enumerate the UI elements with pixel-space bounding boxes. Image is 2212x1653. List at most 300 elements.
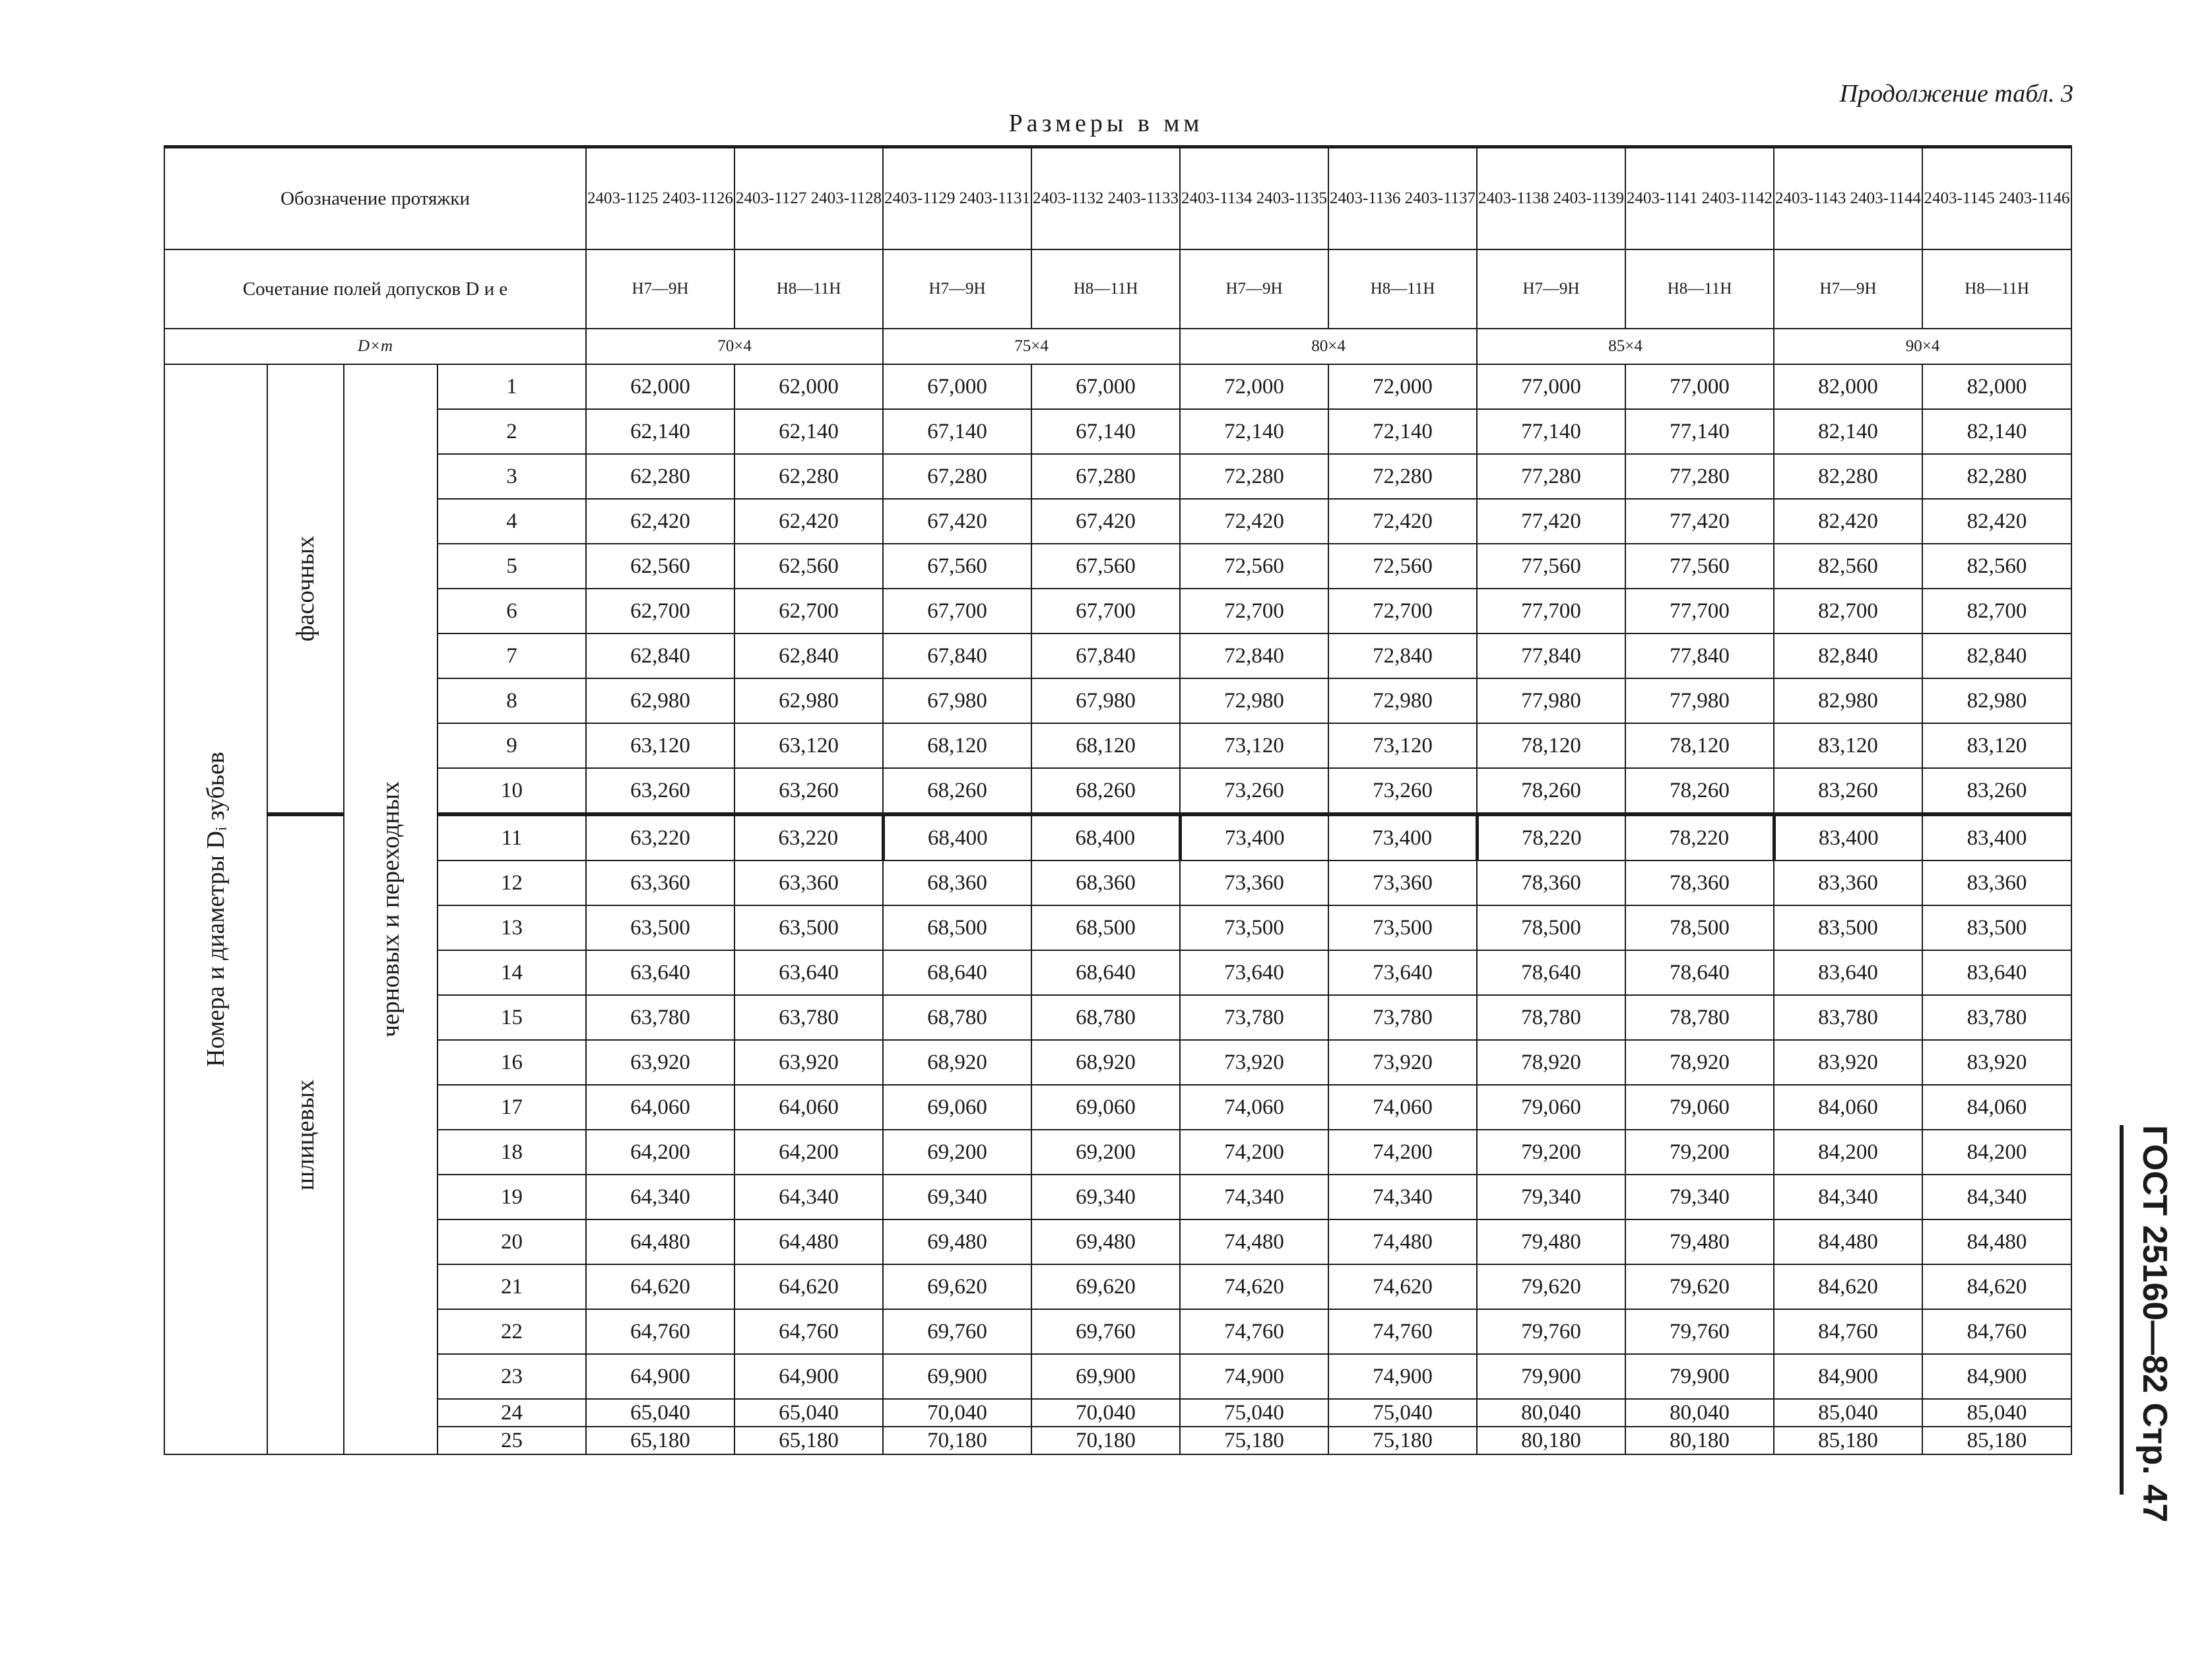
diameter-value: 64,340 <box>586 1175 734 1219</box>
diameter-value: 68,120 <box>1031 723 1180 768</box>
diameter-value: 83,260 <box>1774 768 1922 814</box>
designation-cell: 2403-1136 2403-1137 <box>1328 147 1477 250</box>
diameter-value: 69,060 <box>883 1085 1031 1130</box>
tolerance-row <box>164 249 2071 329</box>
tooth-number: 2 <box>438 409 586 454</box>
diameter-value: 64,620 <box>586 1264 734 1309</box>
diameter-value: 83,120 <box>1922 723 2071 768</box>
table-row <box>164 1130 2071 1175</box>
diameter-value: 62,980 <box>586 678 734 723</box>
diameter-value: 79,760 <box>1477 1309 1625 1354</box>
diameter-value: 65,180 <box>586 1427 734 1454</box>
diameter-value: 62,140 <box>586 409 734 454</box>
table-row <box>164 814 2071 860</box>
diameter-value: 69,480 <box>1031 1219 1180 1264</box>
diameter-value: 79,900 <box>1625 1354 1774 1399</box>
diameter-value: 69,200 <box>1031 1130 1180 1175</box>
diameter-value: 69,760 <box>883 1309 1031 1354</box>
diameter-value: 74,060 <box>1180 1085 1328 1130</box>
diameter-value: 73,640 <box>1328 950 1477 995</box>
diameter-value: 64,480 <box>586 1219 734 1264</box>
diameter-value: 63,780 <box>734 995 883 1040</box>
table-row <box>164 678 2071 723</box>
diameter-value: 82,280 <box>1774 454 1922 499</box>
diameter-value: 79,620 <box>1477 1264 1625 1309</box>
dxm-cell: 70×4 <box>586 329 883 364</box>
diameter-value: 73,120 <box>1180 723 1328 768</box>
table-row <box>164 723 2071 768</box>
diameter-value: 63,920 <box>586 1040 734 1085</box>
diameter-value: 84,620 <box>1922 1264 2071 1309</box>
diameter-value: 65,040 <box>586 1399 734 1427</box>
diameter-value: 78,780 <box>1477 995 1625 1040</box>
diameter-value: 64,620 <box>734 1264 883 1309</box>
tolerance-cell: H8—11H <box>1625 249 1774 329</box>
diameter-value: 68,920 <box>883 1040 1031 1085</box>
tooth-number: 22 <box>438 1309 586 1354</box>
diameter-value: 85,180 <box>1922 1427 2071 1454</box>
table-row <box>164 860 2071 905</box>
diameter-value: 62,560 <box>734 544 883 589</box>
diameter-value: 84,340 <box>1774 1175 1922 1219</box>
tolerance-cell: H8—11H <box>1031 249 1180 329</box>
spline-label-cell <box>267 814 344 1454</box>
designation-cell: 2403-1134 2403-1135 <box>1180 147 1328 250</box>
tooth-number: 11 <box>438 814 586 860</box>
diameter-value: 82,560 <box>1774 544 1922 589</box>
rough-label-cell <box>344 364 438 1454</box>
diameter-value: 62,000 <box>586 364 734 409</box>
tooth-number: 6 <box>438 589 586 633</box>
diameter-value: 74,480 <box>1328 1219 1477 1264</box>
table-row <box>164 499 2071 544</box>
diameter-value: 75,040 <box>1328 1399 1477 1427</box>
diameter-value: 79,200 <box>1625 1130 1774 1175</box>
diameter-value: 74,340 <box>1180 1175 1328 1219</box>
diameter-value: 77,140 <box>1625 409 1774 454</box>
diameter-value: 82,000 <box>1922 364 2071 409</box>
table-row <box>164 905 2071 950</box>
designation-cell: 2403-1129 2403-1131 <box>883 147 1031 250</box>
diameter-value: 67,000 <box>1031 364 1180 409</box>
diameter-value: 72,560 <box>1328 544 1477 589</box>
diameter-value: 68,400 <box>1031 814 1180 860</box>
diameter-value: 68,780 <box>1031 995 1180 1040</box>
diameter-value: 69,480 <box>883 1219 1031 1264</box>
tooth-number: 12 <box>438 860 586 905</box>
diameter-value: 78,260 <box>1477 768 1625 814</box>
diameter-value: 73,780 <box>1328 995 1477 1040</box>
diameter-value: 78,780 <box>1625 995 1774 1040</box>
designation-cell: 2403-1127 2403-1128 <box>734 147 883 250</box>
diameter-value: 78,640 <box>1625 950 1774 995</box>
tolerance-cell: H8—11H <box>734 249 883 329</box>
diameter-value: 67,280 <box>1031 454 1180 499</box>
diameter-value: 78,220 <box>1477 814 1625 860</box>
tooth-number: 24 <box>438 1399 586 1427</box>
tooth-number: 10 <box>438 768 586 814</box>
table-row <box>164 454 2071 499</box>
diameter-value: 67,140 <box>1031 409 1180 454</box>
diameter-value: 73,640 <box>1180 950 1328 995</box>
diameter-value: 67,560 <box>1031 544 1180 589</box>
diameter-value: 80,180 <box>1477 1427 1625 1454</box>
diameter-value: 82,420 <box>1774 499 1922 544</box>
diameter-value: 68,400 <box>883 814 1031 860</box>
diameter-value: 69,620 <box>883 1264 1031 1309</box>
diameter-value: 63,640 <box>586 950 734 995</box>
tooth-number: 9 <box>438 723 586 768</box>
diameter-value: 67,420 <box>883 499 1031 544</box>
diameter-value: 72,700 <box>1180 589 1328 633</box>
diameter-value: 72,840 <box>1328 633 1477 678</box>
diameter-value: 84,760 <box>1922 1309 2071 1354</box>
designation-row <box>164 147 2071 250</box>
diameter-value: 77,700 <box>1477 589 1625 633</box>
diameter-value: 72,840 <box>1180 633 1328 678</box>
tooth-number: 4 <box>438 499 586 544</box>
diameter-value: 63,220 <box>586 814 734 860</box>
diameter-value: 82,140 <box>1922 409 2071 454</box>
diameter-value: 82,700 <box>1774 589 1922 633</box>
diameter-value: 69,900 <box>883 1354 1031 1399</box>
diameter-value: 84,060 <box>1922 1085 2071 1130</box>
designation-cell: 2403-1125 2403-1126 <box>586 147 734 250</box>
dxm-cell: 90×4 <box>1774 329 2071 364</box>
diameter-value: 78,500 <box>1477 905 1625 950</box>
diameter-value: 64,060 <box>586 1085 734 1130</box>
diameter-value: 82,000 <box>1774 364 1922 409</box>
diameter-value: 77,700 <box>1625 589 1774 633</box>
diameter-value: 83,500 <box>1774 905 1922 950</box>
diameter-value: 84,620 <box>1774 1264 1922 1309</box>
diameter-value: 72,420 <box>1180 499 1328 544</box>
diameter-value: 62,980 <box>734 678 883 723</box>
diameter-value: 72,280 <box>1180 454 1328 499</box>
diameter-value: 67,980 <box>1031 678 1180 723</box>
tooth-number: 18 <box>438 1130 586 1175</box>
diameter-value: 74,480 <box>1180 1219 1328 1264</box>
diameter-value: 72,000 <box>1328 364 1477 409</box>
table-row <box>164 1354 2071 1399</box>
diameter-value: 74,340 <box>1328 1175 1477 1219</box>
diameter-value: 84,340 <box>1922 1175 2071 1219</box>
diameter-value: 68,500 <box>883 905 1031 950</box>
dxm-cell: 85×4 <box>1477 329 1774 364</box>
diameter-value: 78,500 <box>1625 905 1774 950</box>
diameter-value: 64,480 <box>734 1219 883 1264</box>
diameter-value: 74,760 <box>1328 1309 1477 1354</box>
diameter-value: 83,400 <box>1774 814 1922 860</box>
diameter-value: 62,420 <box>586 499 734 544</box>
diameter-value: 79,340 <box>1477 1175 1625 1219</box>
spline-label: шлицевых <box>292 1079 319 1191</box>
diameter-value: 77,560 <box>1625 544 1774 589</box>
table-row <box>164 1040 2071 1085</box>
diameter-value: 67,980 <box>883 678 1031 723</box>
broach-dimensions-table <box>164 145 2072 1455</box>
table-row <box>164 1085 2071 1130</box>
diameter-value: 67,000 <box>883 364 1031 409</box>
diameter-value: 68,120 <box>883 723 1031 768</box>
diameter-value: 77,560 <box>1477 544 1625 589</box>
diameter-value: 85,040 <box>1774 1399 1922 1427</box>
diameter-value: 73,120 <box>1328 723 1477 768</box>
diameter-value: 62,140 <box>734 409 883 454</box>
diameter-value: 83,120 <box>1774 723 1922 768</box>
diameter-value: 64,340 <box>734 1175 883 1219</box>
tooth-number: 14 <box>438 950 586 995</box>
diameter-value: 83,640 <box>1922 950 2071 995</box>
diameter-value: 74,200 <box>1328 1130 1477 1175</box>
table-row <box>164 1219 2071 1264</box>
diameter-value: 64,200 <box>586 1130 734 1175</box>
diameter-value: 62,840 <box>586 633 734 678</box>
diameter-value: 78,260 <box>1625 768 1774 814</box>
diameter-value: 78,360 <box>1625 860 1774 905</box>
diameter-value: 77,420 <box>1477 499 1625 544</box>
diameter-value: 78,120 <box>1477 723 1625 768</box>
table-row <box>164 409 2071 454</box>
diameter-value: 84,060 <box>1774 1085 1922 1130</box>
diameter-value: 73,400 <box>1180 814 1328 860</box>
diameter-value: 83,500 <box>1922 905 2071 950</box>
diameter-value: 82,840 <box>1774 633 1922 678</box>
diameter-value: 79,620 <box>1625 1264 1774 1309</box>
diameter-value: 63,260 <box>586 768 734 814</box>
diameter-value: 69,340 <box>883 1175 1031 1219</box>
designation-label: Обозначение протяжки <box>164 147 586 250</box>
diameter-value: 65,180 <box>734 1427 883 1454</box>
chamfer-label-cell <box>267 364 344 814</box>
diameter-value: 74,900 <box>1328 1354 1477 1399</box>
diameter-value: 65,040 <box>734 1399 883 1427</box>
diameter-value: 72,980 <box>1328 678 1477 723</box>
side-label-block <box>2120 1125 2174 1523</box>
diameter-value: 74,200 <box>1180 1130 1328 1175</box>
dxm-cell: 75×4 <box>883 329 1180 364</box>
diameter-value: 77,980 <box>1477 678 1625 723</box>
diameter-value: 63,500 <box>734 905 883 950</box>
diameter-value: 68,640 <box>1031 950 1180 995</box>
diameter-value: 73,780 <box>1180 995 1328 1040</box>
diameter-value: 63,640 <box>734 950 883 995</box>
diameter-value: 78,920 <box>1625 1040 1774 1085</box>
diameter-value: 63,500 <box>586 905 734 950</box>
diameter-value: 73,920 <box>1328 1040 1477 1085</box>
designation-cell: 2403-1132 2403-1133 <box>1031 147 1180 250</box>
diameter-value: 70,180 <box>1031 1427 1180 1454</box>
table-row <box>164 544 2071 589</box>
dxm-cell: 80×4 <box>1180 329 1477 364</box>
diameter-value: 72,700 <box>1328 589 1477 633</box>
diameter-value: 82,420 <box>1922 499 2071 544</box>
tooth-number: 16 <box>438 1040 586 1085</box>
diameter-value: 84,900 <box>1922 1354 2071 1399</box>
diameter-value: 78,220 <box>1625 814 1774 860</box>
diameter-value: 84,480 <box>1774 1219 1922 1264</box>
diameter-value: 77,280 <box>1625 454 1774 499</box>
tooth-number: 8 <box>438 678 586 723</box>
diameter-value: 68,260 <box>883 768 1031 814</box>
dxm-row <box>164 329 2071 364</box>
diameter-value: 82,700 <box>1922 589 2071 633</box>
tolerance-cell: H7—9H <box>586 249 734 329</box>
tooth-number: 21 <box>438 1264 586 1309</box>
diameter-value: 68,780 <box>883 995 1031 1040</box>
tooth-number: 15 <box>438 995 586 1040</box>
diameter-value: 62,000 <box>734 364 883 409</box>
chamfer-label: фасочных <box>292 535 319 642</box>
diameter-value: 83,400 <box>1922 814 2071 860</box>
diameter-value: 69,340 <box>1031 1175 1180 1219</box>
diameter-value: 85,040 <box>1922 1399 2071 1427</box>
diameter-value: 73,260 <box>1328 768 1477 814</box>
diameter-value: 82,560 <box>1922 544 2071 589</box>
tooth-number: 25 <box>438 1427 586 1454</box>
diameter-value: 73,500 <box>1328 905 1477 950</box>
diameter-value: 77,420 <box>1625 499 1774 544</box>
designation-cell: 2403-1138 2403-1139 <box>1477 147 1625 250</box>
diameter-value: 63,360 <box>586 860 734 905</box>
diameter-value: 77,280 <box>1477 454 1625 499</box>
table-row <box>164 1309 2071 1354</box>
table-row <box>164 995 2071 1040</box>
diameter-value: 64,900 <box>734 1354 883 1399</box>
diameter-value: 84,760 <box>1774 1309 1922 1354</box>
diameter-value: 82,280 <box>1922 454 2071 499</box>
diameter-value: 72,280 <box>1328 454 1477 499</box>
tolerance-cell: H7—9H <box>1774 249 1922 329</box>
diameter-value: 72,140 <box>1328 409 1477 454</box>
tooth-number: 20 <box>438 1219 586 1264</box>
diameter-value: 83,260 <box>1922 768 2071 814</box>
diameter-value: 73,360 <box>1180 860 1328 905</box>
diameter-value: 62,840 <box>734 633 883 678</box>
table-row <box>164 1427 2071 1454</box>
diameter-value: 73,920 <box>1180 1040 1328 1085</box>
diameter-value: 64,760 <box>734 1309 883 1354</box>
diameter-value: 69,200 <box>883 1130 1031 1175</box>
diameter-value: 68,260 <box>1031 768 1180 814</box>
diameter-value: 74,060 <box>1328 1085 1477 1130</box>
diameter-value: 84,480 <box>1922 1219 2071 1264</box>
diameter-value: 68,920 <box>1031 1040 1180 1085</box>
diameter-value: 80,040 <box>1625 1399 1774 1427</box>
diameter-value: 63,360 <box>734 860 883 905</box>
table-row <box>164 364 2071 409</box>
diameter-value: 64,760 <box>586 1309 734 1354</box>
diameter-value: 79,480 <box>1625 1219 1774 1264</box>
diameter-value: 82,140 <box>1774 409 1922 454</box>
diameter-value: 75,040 <box>1180 1399 1328 1427</box>
diameter-value: 83,780 <box>1922 995 2071 1040</box>
diameter-value: 69,060 <box>1031 1085 1180 1130</box>
diameter-value: 72,000 <box>1180 364 1328 409</box>
diameter-value: 73,360 <box>1328 860 1477 905</box>
diameter-value: 69,900 <box>1031 1354 1180 1399</box>
diameter-value: 73,400 <box>1328 814 1477 860</box>
continuation-note: Продолжение табл. 3 <box>1839 80 2073 108</box>
diameter-value: 62,420 <box>734 499 883 544</box>
diameter-value: 83,640 <box>1774 950 1922 995</box>
diameter-value: 67,560 <box>883 544 1031 589</box>
diameter-value: 62,700 <box>586 589 734 633</box>
diameter-value: 67,700 <box>1031 589 1180 633</box>
diameter-value: 67,840 <box>1031 633 1180 678</box>
diameter-value: 80,180 <box>1625 1427 1774 1454</box>
diameter-value: 80,040 <box>1477 1399 1625 1427</box>
diameter-value: 72,980 <box>1180 678 1328 723</box>
diameter-value: 83,360 <box>1922 860 2071 905</box>
diameter-value: 63,120 <box>734 723 883 768</box>
diameter-value: 78,640 <box>1477 950 1625 995</box>
tolerance-cell: H7—9H <box>883 249 1031 329</box>
teeth-label: Номера и диаметры Dᵢ зубьев <box>202 752 230 1067</box>
tolerance-cell: H8—11H <box>1922 249 2071 329</box>
diameter-value: 69,760 <box>1031 1309 1180 1354</box>
diameter-value: 79,200 <box>1477 1130 1625 1175</box>
diameter-value: 67,420 <box>1031 499 1180 544</box>
tolerance-cell: H8—11H <box>1328 249 1477 329</box>
tooth-number: 7 <box>438 633 586 678</box>
diameter-value: 84,900 <box>1774 1354 1922 1399</box>
diameter-value: 77,140 <box>1477 409 1625 454</box>
tooth-number: 19 <box>438 1175 586 1219</box>
diameter-value: 72,420 <box>1328 499 1477 544</box>
diameter-value: 70,040 <box>1031 1399 1180 1427</box>
diameter-value: 67,140 <box>883 409 1031 454</box>
diameter-value: 67,700 <box>883 589 1031 633</box>
diameter-value: 82,980 <box>1922 678 2071 723</box>
tooth-number: 3 <box>438 454 586 499</box>
diameter-value: 64,200 <box>734 1130 883 1175</box>
diameter-value: 79,760 <box>1625 1309 1774 1354</box>
diameter-value: 70,040 <box>883 1399 1031 1427</box>
diameter-value: 64,900 <box>586 1354 734 1399</box>
diameter-value: 79,060 <box>1625 1085 1774 1130</box>
diameter-value: 82,980 <box>1774 678 1922 723</box>
diameter-value: 63,920 <box>734 1040 883 1085</box>
diameter-value: 63,120 <box>586 723 734 768</box>
table-row <box>164 1175 2071 1219</box>
tooth-number: 17 <box>438 1085 586 1130</box>
diameter-value: 78,920 <box>1477 1040 1625 1085</box>
designation-cell: 2403-1143 2403-1144 <box>1774 147 1922 250</box>
tolerance-label: Сочетание полей допусков D и e <box>164 249 586 329</box>
diameter-value: 79,480 <box>1477 1219 1625 1264</box>
diameter-value: 74,760 <box>1180 1309 1328 1354</box>
diameter-value: 70,180 <box>883 1427 1031 1454</box>
diameter-value: 83,360 <box>1774 860 1922 905</box>
diameter-value: 77,000 <box>1625 364 1774 409</box>
diameter-value: 72,140 <box>1180 409 1328 454</box>
tooth-number: 1 <box>438 364 586 409</box>
diameter-value: 79,060 <box>1477 1085 1625 1130</box>
tooth-number: 23 <box>438 1354 586 1399</box>
diameter-value: 62,700 <box>734 589 883 633</box>
units-caption: Размеры в мм <box>1008 110 1204 137</box>
teeth-label-cell <box>164 364 267 1454</box>
diameter-value: 69,620 <box>1031 1264 1180 1309</box>
diameter-value: 75,180 <box>1180 1427 1328 1454</box>
diameter-value: 67,840 <box>883 633 1031 678</box>
diameter-value: 74,620 <box>1328 1264 1477 1309</box>
diameter-value: 74,900 <box>1180 1354 1328 1399</box>
diameter-value: 79,900 <box>1477 1354 1625 1399</box>
diameter-value: 63,260 <box>734 768 883 814</box>
table-row <box>164 589 2071 633</box>
